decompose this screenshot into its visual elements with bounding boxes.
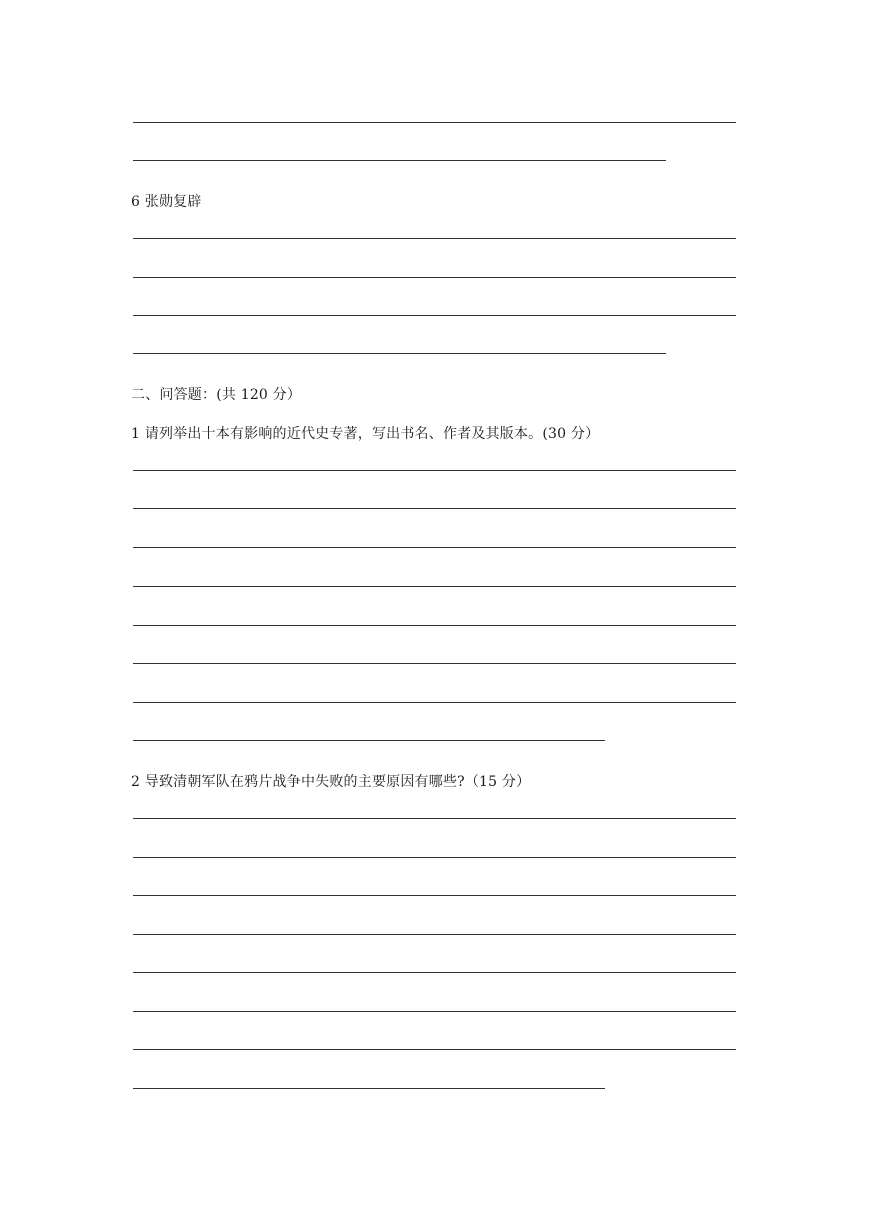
- answer-line: [133, 972, 736, 973]
- answer-line: [133, 663, 736, 664]
- answer-line: [133, 702, 736, 703]
- item-6-heading: 6 张勋复辟: [131, 194, 202, 210]
- question-2-prompt: 2 导致清朝军队在鸦片战争中失败的主要原因有哪些?（15 分）: [131, 774, 531, 790]
- answer-line: [133, 160, 666, 161]
- answer-line: [133, 857, 736, 858]
- answer-line: [133, 1011, 736, 1012]
- answer-line: [133, 238, 736, 239]
- answer-line: [133, 277, 736, 278]
- answer-line: [133, 740, 605, 741]
- answer-line: [133, 934, 736, 935]
- answer-line: [133, 586, 736, 587]
- answer-line: [133, 122, 736, 123]
- answer-line: [133, 1049, 736, 1050]
- answer-line: [133, 625, 736, 626]
- section-two-heading: 二、问答题：(共 120 分）: [131, 387, 302, 403]
- answer-line: [133, 315, 736, 316]
- answer-line: [133, 895, 736, 896]
- answer-line: [133, 818, 736, 819]
- answer-line: [133, 1088, 605, 1089]
- answer-line: [133, 547, 736, 548]
- answer-line: [133, 353, 666, 354]
- question-1-prompt: 1 请列举出十本有影响的近代史专著，写出书名、作者及其版本。(30 分）: [131, 426, 600, 442]
- answer-line: [133, 470, 736, 471]
- answer-line: [133, 508, 736, 509]
